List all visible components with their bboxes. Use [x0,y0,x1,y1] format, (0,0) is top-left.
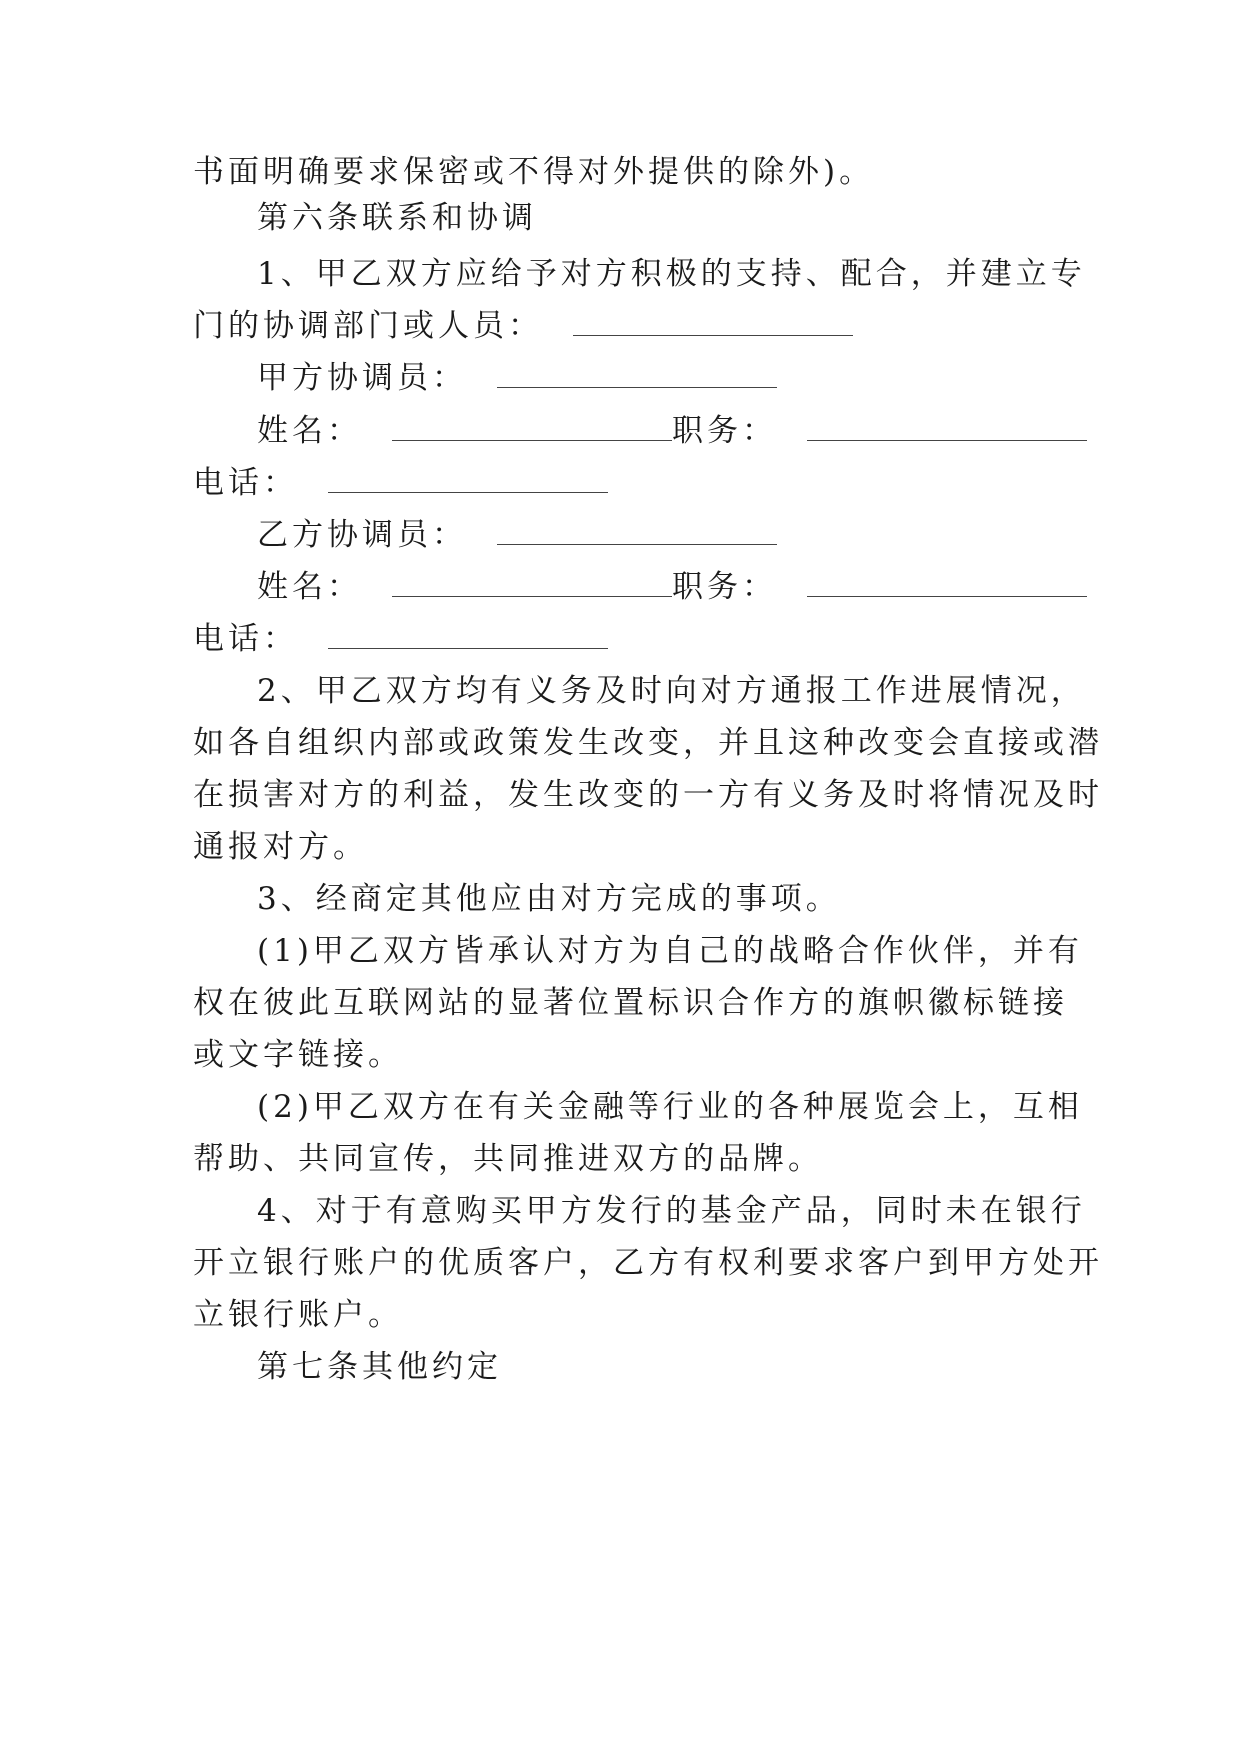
party-a-phone-row [193,463,1053,503]
party-a-name-blank [392,412,672,441]
text-line: 2、甲乙双方均有义务及时向对方通报工作进展情况， [257,673,1086,709]
text-line: 立银行账户。 [193,1297,403,1333]
party-a-coordinator-row [257,358,1053,398]
text-line: 1、甲乙双方应给予对方积极的支持、配合，并建立专 [257,256,1086,292]
field-label: 电话： [193,465,298,501]
text-line: 书面明确要求保密或不得对外提供的除外)。 [193,154,875,190]
section-heading-7: 第七条其他约定 [257,1349,502,1385]
text-line: 帮助、共同宣传，共同推进双方的品牌。 [193,1141,823,1177]
field-label: 乙方协调员： [257,517,467,553]
party-a-name-title-row [257,411,1053,451]
field-label: 姓名： [257,413,362,449]
text-line: (2)甲乙双方在有关金融等行业的各种展览会上，互相 [257,1089,1083,1125]
party-b-name-blank [392,568,672,597]
party-b-phone-row [193,619,1053,659]
text-line: 通报对方。 [193,829,368,865]
party-b-name-title-row [257,567,1053,607]
field-label: 门的协调部门或人员： [193,308,543,344]
party-a-title-blank [807,412,1087,441]
field-label: 电话： [193,621,298,657]
party-b-coordinator-blank [497,516,777,545]
field-label: 姓名： [257,569,362,605]
party-b-title-blank [807,568,1087,597]
text-line: 4、对于有意购买甲方发行的基金产品，同时未在银行 [257,1193,1086,1229]
text-line: (1)甲乙双方皆承认对方为自己的战略合作伙伴，并有 [257,933,1083,969]
party-b-coordinator-row [257,515,1053,555]
party-b-phone-blank [328,620,608,649]
coordination-dept-row [193,306,1053,346]
text-line: 权在彼此互联网站的显著位置标识合作方的旗帜徽标链接 [193,985,1068,1021]
field-label: 甲方协调员： [257,360,467,396]
section-heading-6: 第六条联系和协调 [257,200,537,236]
text-line: 在损害对方的利益，发生改变的一方有义务及时将情况及时 [193,777,1103,813]
field-label: 职务： [672,569,777,605]
party-a-phone-blank [328,464,608,493]
text-line: 如各自组织内部或政策发生改变，并且这种改变会直接或潜 [193,725,1103,761]
text-line: 开立银行账户的优质客户，乙方有权利要求客户到甲方处开 [193,1245,1103,1281]
coordination-dept-blank [573,307,853,336]
text-line: 3、经商定其他应由对方完成的事项。 [257,881,841,917]
text-line: 或文字链接。 [193,1037,403,1073]
field-label: 职务： [672,413,777,449]
party-a-coordinator-blank [497,359,777,388]
